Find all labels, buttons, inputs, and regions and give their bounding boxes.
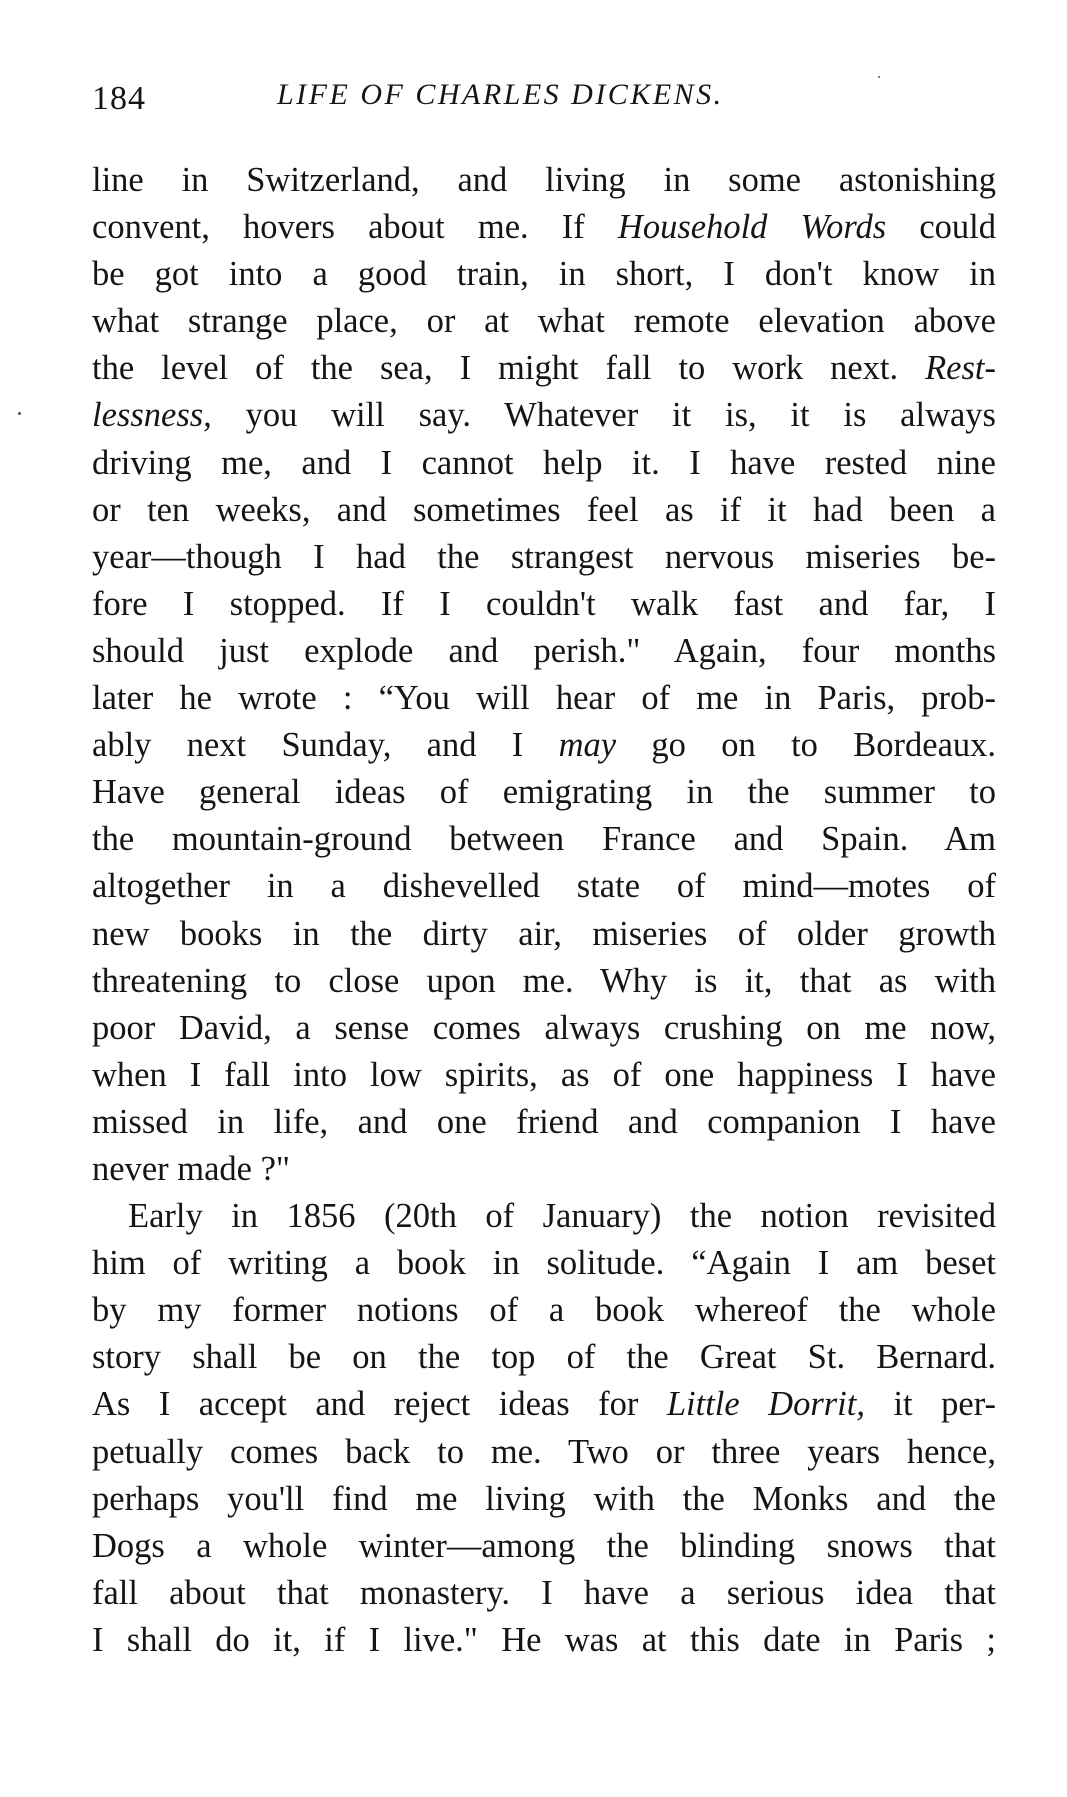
text-segment: fore I stopped. If I couldn't walk fast and far, I (92, 584, 996, 623)
italic-segment: lessness, (92, 396, 212, 435)
text-segment: it per- (864, 1385, 996, 1424)
text-segment: line in Switzerland, and living in some astonishing (92, 161, 996, 199)
text-segment: missed in life, and one friend and companion I have (92, 1102, 996, 1141)
text-line (92, 1381, 996, 1428)
text-segment: you will say. Whatever it is, it is always (211, 396, 996, 435)
text-segment: story shall be on the top of the Great St. Bernard. (92, 1338, 996, 1377)
text-line (92, 769, 996, 816)
text-segment: petually comes back to me. Two or three years hence, (92, 1432, 996, 1471)
text-segment: I shall do it, if I live." He was at this date in Paris ; (92, 1620, 996, 1659)
text-line (92, 1476, 996, 1523)
text-line (92, 1099, 996, 1146)
text-segment: convent, hovers about me. If (92, 208, 618, 247)
text-segment: As I accept and reject ideas for (92, 1385, 667, 1424)
text-line (92, 440, 996, 487)
text-line (92, 204, 996, 251)
text-line (92, 1193, 996, 1240)
body-text (92, 157, 996, 1664)
text-segment: perhaps you'll find me living with the Monks and the (92, 1479, 996, 1518)
text-line (92, 628, 996, 675)
text-line (92, 1240, 996, 1287)
text-line (92, 1287, 996, 1334)
text-segment: should just explode and perish." Again, four months (92, 631, 996, 670)
text-segment: never made ?" (92, 1149, 290, 1188)
text-segment: go on to Bordeaux. (616, 726, 997, 765)
text-segment: Have general ideas of emigrating in the summer to (92, 773, 996, 812)
text-line (92, 1429, 996, 1476)
text-line (92, 1052, 996, 1099)
text-line (92, 581, 996, 628)
text-segment: later he wrote : “You will hear of me in Paris, prob- (92, 679, 996, 718)
text-segment: or ten weeks, and sometimes feel as if it had been a (92, 490, 996, 529)
text-segment: him of writing a book in solitude. “Again I am beset (92, 1244, 996, 1283)
text-line (92, 487, 996, 534)
text-segment: driving me, and I cannot help it. I have rested nine (92, 443, 996, 482)
text-line (92, 298, 996, 345)
text-segment: ably next Sunday, and I (92, 726, 559, 765)
running-title: LIFE OF CHARLES DICKENS. (277, 78, 724, 111)
text-segment: year—though I had the strangest nervous miseries be- (92, 537, 996, 576)
text-line (92, 1617, 996, 1664)
text-segment: Dogs a whole winter—among the blinding snows that (92, 1526, 996, 1565)
text-line (92, 392, 996, 439)
text-segment: poor David, a sense comes always crushing on me now, (92, 1008, 996, 1047)
italic-segment: Rest- (925, 349, 996, 388)
text-segment: what strange place, or at what remote elevation above (92, 302, 996, 341)
text-line (92, 1334, 996, 1381)
italic-segment: may (558, 726, 617, 765)
text-line (92, 1570, 996, 1617)
text-segment: fall about that monastery. I have a serious idea that (92, 1573, 996, 1612)
text-segment: the level of the sea, I might fall to work next. (92, 349, 926, 388)
page-number: 184 (92, 80, 146, 117)
text-line (92, 675, 996, 722)
text-line (92, 1005, 996, 1052)
text-line (92, 1523, 996, 1570)
text-segment: could (886, 208, 996, 247)
text-segment: when I fall into low spirits, as of one happiness I have (92, 1055, 996, 1094)
text-line (92, 251, 996, 298)
text-segment: Early in 1856 (20th of January) the notion revisited (128, 1197, 996, 1236)
text-segment: threatening to close upon me. Why is it, that as with (92, 961, 996, 1000)
italic-segment: Little Dorrit, (666, 1385, 865, 1424)
text-segment: the mountain-ground between France and Spain. Am (92, 820, 996, 859)
text-line (92, 534, 996, 581)
text-segment: new books in the dirty air, miseries of older growth (92, 914, 996, 953)
italic-segment: Household Words (617, 208, 887, 247)
text-line (92, 911, 996, 958)
text-line (92, 1146, 996, 1193)
text-segment: altogether in a dishevelled state of mind—motes of (92, 867, 996, 906)
text-line (92, 157, 996, 204)
page-header (92, 78, 992, 128)
scan-speck (878, 76, 880, 78)
text-line (92, 722, 996, 769)
text-segment: by my former notions of a book whereof the whole (92, 1291, 996, 1330)
text-line (92, 863, 996, 910)
text-line (92, 816, 996, 863)
text-line (92, 958, 996, 1005)
text-segment: be got into a good train, in short, I don't know in (92, 255, 996, 294)
scan-speck (18, 412, 21, 415)
text-line (92, 345, 996, 392)
